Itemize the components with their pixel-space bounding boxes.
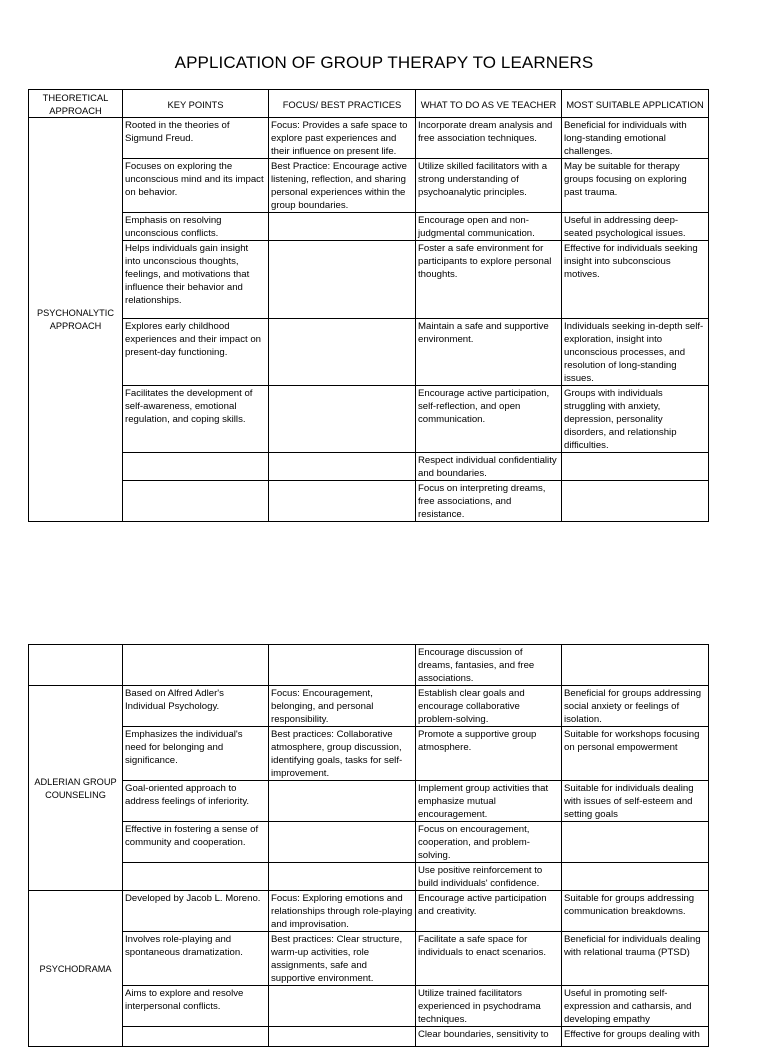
table-cell: Beneficial for groups addressing social anxiety or feelings of isolation. bbox=[562, 686, 709, 727]
table-cell: Based on Alfred Adler's Individual Psychology. bbox=[123, 686, 269, 727]
table-cell bbox=[269, 213, 416, 241]
table-cell: Encourage open and non-judgmental communication. bbox=[416, 213, 562, 241]
table-cell bbox=[269, 453, 416, 481]
header-focus-best-practices: FOCUS/ BEST PRACTICES bbox=[269, 90, 416, 118]
table-row bbox=[29, 822, 709, 863]
table-cell bbox=[269, 986, 416, 1027]
table-cell: Focuses on exploring the unconscious mind and its impact on behavior. bbox=[123, 159, 269, 213]
table-row bbox=[29, 781, 709, 822]
table-row bbox=[29, 727, 709, 781]
table-cell: Utilize skilled facilitators with a strong understanding of psychoanalytic principles. bbox=[416, 159, 562, 213]
table-row bbox=[29, 481, 709, 522]
table-cell: Focus: Provides a safe space to explore past experiences and their influence on present life. bbox=[269, 118, 416, 159]
table-cell: Use positive reinforcement to build individuals' confidence. bbox=[416, 863, 562, 891]
approach-cell-psychodrama: PSYCHODRAMA bbox=[29, 891, 123, 1047]
table-row bbox=[29, 986, 709, 1027]
table-cell bbox=[269, 781, 416, 822]
table-cell bbox=[269, 863, 416, 891]
table-cell: Incorporate dream analysis and free association techniques. bbox=[416, 118, 562, 159]
table-cell: Aims to explore and resolve interpersonal conflicts. bbox=[123, 986, 269, 1027]
table-cell: Individuals seeking in-depth self-exploration, insight into unconscious processes, and resolution of long-standing issues. bbox=[562, 319, 709, 386]
header-row bbox=[29, 90, 709, 118]
table-cell: Suitable for individuals dealing with issues of self-esteem and setting goals bbox=[562, 781, 709, 822]
table-cell: Best practices: Clear structure, warm-up activities, role assignments, safe and supportive environment. bbox=[269, 932, 416, 986]
header-theoretical-approach: THEORETICAL APPROACH bbox=[29, 90, 123, 118]
table-cell bbox=[269, 645, 416, 686]
table-cell: Respect individual confidentiality and boundaries. bbox=[416, 453, 562, 481]
table-row bbox=[29, 891, 709, 932]
table-cell: Encourage discussion of dreams, fantasies, and free associations. bbox=[416, 645, 562, 686]
table-cell: Emphasizes the individual's need for belonging and significance. bbox=[123, 727, 269, 781]
document-title: APPLICATION OF GROUP THERAPY TO LEARNERS bbox=[174, 53, 594, 72]
table-cell: May be suitable for therapy groups focusing on exploring past trauma. bbox=[562, 159, 709, 213]
table-row bbox=[29, 159, 709, 213]
table-row bbox=[29, 386, 709, 453]
approach-cell-adlerian: ADLERIAN GROUP COUNSELING bbox=[29, 686, 123, 891]
table-cell bbox=[562, 863, 709, 891]
header-what-to-do: WHAT TO DO AS VE TEACHER bbox=[416, 90, 562, 118]
table-cell: Focus on interpreting dreams, free associations, and resistance. bbox=[416, 481, 562, 522]
table-row bbox=[29, 319, 709, 386]
table-cell bbox=[269, 481, 416, 522]
table-cell: Explores early childhood experiences and their impact on present-day functioning. bbox=[123, 319, 269, 386]
table-cell bbox=[562, 453, 709, 481]
table-row bbox=[29, 645, 709, 686]
table-cell bbox=[123, 1027, 269, 1047]
table-cell: Clear boundaries, sensitivity to bbox=[416, 1027, 562, 1047]
table-row bbox=[29, 932, 709, 986]
table-row bbox=[29, 241, 709, 319]
table-cell: Encourage active participation and creativity. bbox=[416, 891, 562, 932]
table-cell: Developed by Jacob L. Moreno. bbox=[123, 891, 269, 932]
table-row bbox=[29, 686, 709, 727]
table-cell: Useful in promoting self-expression and catharsis, and developing empathy bbox=[562, 986, 709, 1027]
table-cell: Foster a safe environment for participants to explore personal thoughts. bbox=[416, 241, 562, 319]
table-cell: Suitable for workshops focusing on personal empowerment bbox=[562, 727, 709, 781]
table-cell: Focus: Exploring emotions and relationships through role-playing and improvisation. bbox=[269, 891, 416, 932]
table-cell: Facilitates the development of self-awareness, emotional regulation, and coping skills. bbox=[123, 386, 269, 453]
header-most-suitable: MOST SUITABLE APPLICATION bbox=[562, 90, 709, 118]
table-cell: Helps individuals gain insight into unconscious thoughts, feelings, and motivations that influence their behavior and relationships. bbox=[123, 241, 269, 319]
table-cell: Effective for groups dealing with bbox=[562, 1027, 709, 1047]
table-row bbox=[29, 118, 709, 159]
table-row bbox=[29, 1027, 709, 1047]
table-cell: Groups with individuals struggling with anxiety, depression, personality disorders, and relationship difficulties. bbox=[562, 386, 709, 453]
table-cell bbox=[269, 822, 416, 863]
table-cell bbox=[269, 319, 416, 386]
table-cell: Best practices: Collaborative atmosphere, group discussion, identifying goals, tasks for self-improvement. bbox=[269, 727, 416, 781]
table-cell bbox=[269, 241, 416, 319]
table-cell: Rooted in the theories of Sigmund Freud. bbox=[123, 118, 269, 159]
table-cell: Utilize trained facilitators experienced in psychodrama techniques. bbox=[416, 986, 562, 1027]
table-cell bbox=[562, 822, 709, 863]
table-cell: Beneficial for individuals dealing with relational trauma (PTSD) bbox=[562, 932, 709, 986]
table-cell: Implement group activities that emphasize mutual encouragement. bbox=[416, 781, 562, 822]
header-key-points: KEY POINTS bbox=[123, 90, 269, 118]
table-cell: Facilitate a safe space for individuals to enact scenarios. bbox=[416, 932, 562, 986]
table-cell: Focus: Encouragement, belonging, and personal responsibility. bbox=[269, 686, 416, 727]
table-cell: Best Practice: Encourage active listening, reflection, and sharing personal experiences within the group boundaries. bbox=[269, 159, 416, 213]
table-cell: Promote a supportive group atmosphere. bbox=[416, 727, 562, 781]
table-cell: Emphasis on resolving unconscious conflicts. bbox=[123, 213, 269, 241]
table-row bbox=[29, 863, 709, 891]
table-cell bbox=[269, 386, 416, 453]
table-cell: Involves role-playing and spontaneous dramatization. bbox=[123, 932, 269, 986]
table-cell: Suitable for groups addressing communication breakdowns. bbox=[562, 891, 709, 932]
table-cell bbox=[123, 645, 269, 686]
table-cell: Effective in fostering a sense of community and cooperation. bbox=[123, 822, 269, 863]
table-cell bbox=[123, 481, 269, 522]
table-cell: Encourage active participation, self-reflection, and open communication. bbox=[416, 386, 562, 453]
table-cell: Useful in addressing deep-seated psychological issues. bbox=[562, 213, 709, 241]
table-cell bbox=[562, 481, 709, 522]
table-row bbox=[29, 453, 709, 481]
table-cell: Maintain a safe and supportive environment. bbox=[416, 319, 562, 386]
table-cell bbox=[123, 453, 269, 481]
table-row bbox=[29, 213, 709, 241]
table-cell: Goal-oriented approach to address feelings of inferiority. bbox=[123, 781, 269, 822]
table-cell bbox=[269, 1027, 416, 1047]
table-cell bbox=[123, 863, 269, 891]
table-cell bbox=[562, 645, 709, 686]
approach-cell-psychoanalytic: PSYCHONALYTIC APPROACH bbox=[29, 118, 123, 522]
table-cell: Establish clear goals and encourage collaborative problem-solving. bbox=[416, 686, 562, 727]
table-cell: Effective for individuals seeking insight into subconscious motives. bbox=[562, 241, 709, 319]
table-cell: Focus on encouragement, cooperation, and problem-solving. bbox=[416, 822, 562, 863]
therapy-table-page1 bbox=[28, 89, 709, 522]
therapy-table-page2 bbox=[28, 644, 709, 1047]
approach-cell-psychoanalytic-continued bbox=[29, 645, 123, 686]
table-cell: Beneficial for individuals with long-standing emotional challenges. bbox=[562, 118, 709, 159]
